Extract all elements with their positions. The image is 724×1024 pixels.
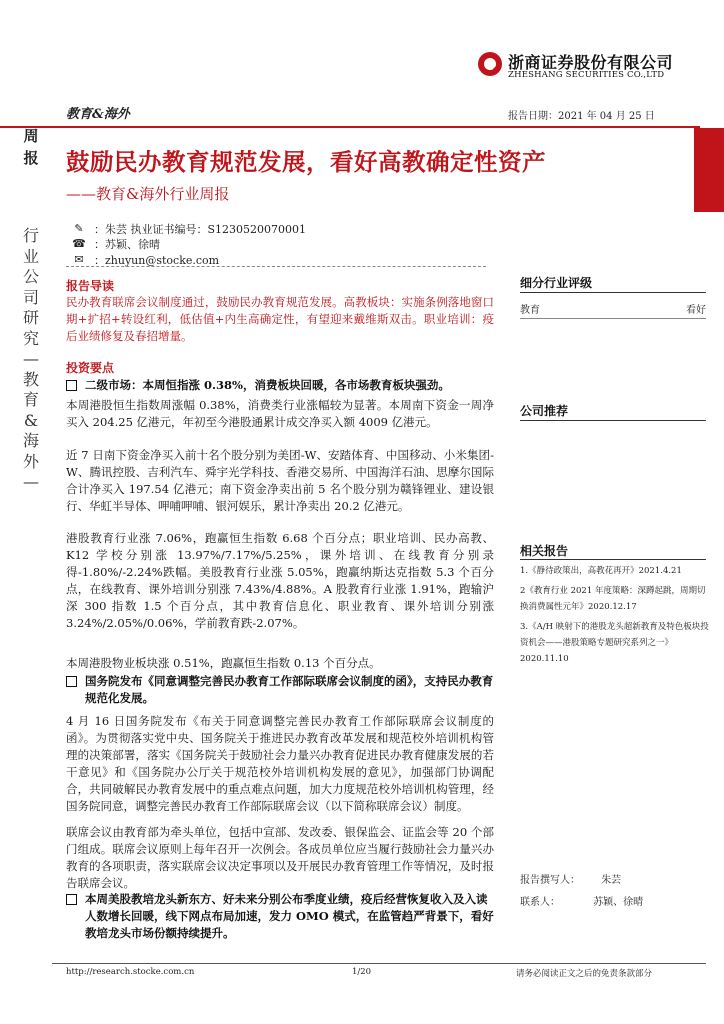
phone-line: ：苏颖、徐晴 bbox=[94, 238, 160, 251]
bullet-us-education: 本周美股教培龙头新东方、好未来分别公布季度业绩，疫后经营恢复收入及入读人数增长回暖，线下网点布局加速，发力 OMO 模式，在监管趋严背景下，看好教培龙头市场份额持续提升。 bbox=[66, 891, 494, 942]
rating-heading: 细分行业评级 bbox=[520, 276, 593, 290]
email-line[interactable]: ：zhuyun@stocke.com bbox=[94, 254, 220, 267]
bullet-box-icon bbox=[66, 380, 77, 391]
rating-row bbox=[520, 301, 706, 316]
rating-sector: 教育 bbox=[520, 305, 540, 316]
sidebar-vertical-label: 行业公司研究—教育&海外— bbox=[22, 226, 39, 491]
phone-icon: ☎ bbox=[72, 237, 86, 250]
author-name: 朱芸 bbox=[601, 875, 622, 886]
guide-heading: 报告导读 bbox=[66, 279, 115, 293]
related-report-2[interactable]: 2《教育行业 2021 年度策略：深蹲起跳，周期切换消费属性元年》2020.12.17 bbox=[520, 586, 706, 612]
paragraph-hk-index: 本周港股恒生指数周涨幅 0.38%，消费类行业涨幅较为显著。本周南下资金一周净买入 204.25 亿港元，年初至今港股通累计成交净买入额 4009 亿港元。 bbox=[66, 398, 494, 429]
report-date: 报告日期：2021 年 04 月 25 日 bbox=[508, 111, 655, 122]
bullet-box-icon bbox=[66, 894, 77, 905]
company-name-en: ZHESHANG SECURITIES CO.,LTD bbox=[508, 70, 665, 80]
bullet-secondary-market: 二级市场：本周恒指涨 0.38%，消费板块回暖，各市场教育板块强劲。 bbox=[66, 377, 494, 394]
contact-names: 苏颖、徐晴 bbox=[593, 897, 644, 908]
page-title: 鼓励民办教育规范发展，看好高教确定性资产 bbox=[66, 148, 546, 176]
analyst-line: ：朱芸 执业证书编号：S1230520070001 bbox=[94, 223, 307, 236]
analyst-contact bbox=[72, 221, 306, 237]
author-label: 报告撰写人： bbox=[520, 875, 580, 886]
related-report-3[interactable]: 3.《A/H 映射下的港股龙头超新教育及特色板块投资机会——港股策略专题研究系列之一》 2020.11.10 bbox=[520, 622, 709, 664]
company-logo-icon bbox=[478, 52, 502, 76]
page-number: 1/20 bbox=[352, 967, 372, 977]
company-recommend-heading: 公司推荐 bbox=[520, 404, 569, 418]
contact-row bbox=[520, 893, 643, 908]
header-divider bbox=[0, 126, 700, 128]
phone-contact bbox=[72, 236, 160, 252]
related-report-1[interactable]: 1.《静待政策出，高教花再开》2021.4.21 bbox=[520, 566, 682, 576]
title-accent-band bbox=[694, 128, 724, 212]
footer-url[interactable]: http://research.stocke.com.cn bbox=[66, 967, 195, 977]
report-category: 教育&海外 bbox=[66, 107, 130, 122]
paragraph-property: 本周港股物业板块涨 0.51%，跑赢恒生指数 0.13 个百分点。 bbox=[66, 656, 381, 670]
invest-heading: 投资要点 bbox=[66, 361, 115, 375]
contact-label: 联系人： bbox=[520, 897, 560, 908]
paragraph-sector-performance: 港股教育行业涨 7.06%，跑赢恒生指数 6.68 个百分点；职业培训、民办高教、K12 学校分别涨 13.97%/7.17%/5.25%，课外培训、在线教育分别录得-1.80%/-2.24%跌幅。美股教育行业涨 5.05%，跑赢纳斯达克指数 5.3 个百分点，在线教育、课外培训分别涨 7.43%/4.88%。A 股教育行业涨 1.91%，跑输沪深 300 指数 1.5 个百分点，其中教育信息化、职业教育、课外培训分别涨 3.24%/2.05%/0.06%，学前教育跌-2.07%。 bbox=[66, 531, 494, 630]
paragraph-joint-meeting: 联席会议由教育部为牵头单位，包括中宣部、发改委、银保监会、证监会等 20 个部门组成。联席会议原则上每年召开一次例会。各成员单位应当履行鼓励社会力量兴办教育的各项职责，落实联席会议决定事项以及开展民办教育管理工作等情况，及时报告联席会议。 bbox=[66, 825, 494, 890]
paragraph-policy: 4 月 16 日国务院发布《布关于同意调整完善民办教育工作部际联席会议制度的函》。为贯彻落实党中央、国务院关于推进民办教育改革发展和规范校外培训机构管理的决策部署，落实《国务院关于鼓励社会力量兴办教育促进民办教育健康发展的若干意见》和《国务院办公厅关于规范校外培训机构发展的意见》，加强部门协调配合，共同破解民办教育发展中的重点难点问题，加大力度规范校外培训机构管理，经国务院同意，调整完善民办教育工作部际联席会议（以下简称联席会议）制度。 bbox=[66, 714, 494, 813]
disclaimer-note: 请务必阅读正文之后的免责条款部分 bbox=[516, 969, 653, 979]
rating-divider bbox=[520, 292, 706, 293]
related-divider bbox=[520, 559, 706, 560]
guide-text: 民办教育联席会议制度通过，鼓励民办教育规范发展。高教板块：实施条例落地窗口期+扩招+转设红利，低估值+内生高确定性，有望迎来戴维斯双击。职业培训：疫后业绩修复及春招增量。 bbox=[66, 295, 494, 343]
mail-icon: ✉ bbox=[74, 253, 84, 266]
rating-value: 看好 bbox=[686, 305, 706, 316]
rating-bottom-divider bbox=[520, 318, 706, 319]
related-reports-heading: 相关报告 bbox=[520, 544, 569, 558]
bullet-box-icon bbox=[66, 676, 77, 687]
report-type-label: 周报 bbox=[23, 127, 39, 167]
company-divider bbox=[520, 420, 706, 421]
page-subtitle: ——教育&海外行业周报 bbox=[66, 185, 230, 203]
contact-divider bbox=[66, 266, 486, 267]
paragraph-southbound: 近 7 日南下资金净买入前十名个股分别为美团-W、安踏体育、中国移动、小米集团-W、腾讯控股、吉利汽车、舜宇光学科技、香港交易所、中国海洋石油、思摩尔国际合计净买入 197.54 亿港元；南下资金净卖出前 5 名个股分别为赣锋锂业、建设银行、华虹半导体、呷哺呷哺、银河娱乐，累计净卖出 20.2 亿港元。 bbox=[66, 448, 494, 513]
footer-divider bbox=[52, 963, 706, 964]
person-icon: ✎ bbox=[74, 222, 84, 235]
company-name-cn: 浙商证券股份有限公司 bbox=[508, 53, 674, 72]
bullet-state-council: 国务院发布《同意调整完善民办教育工作部际联席会议制度的函》，支持民办教育规范化发展。 bbox=[66, 673, 494, 707]
author-row bbox=[520, 871, 621, 886]
